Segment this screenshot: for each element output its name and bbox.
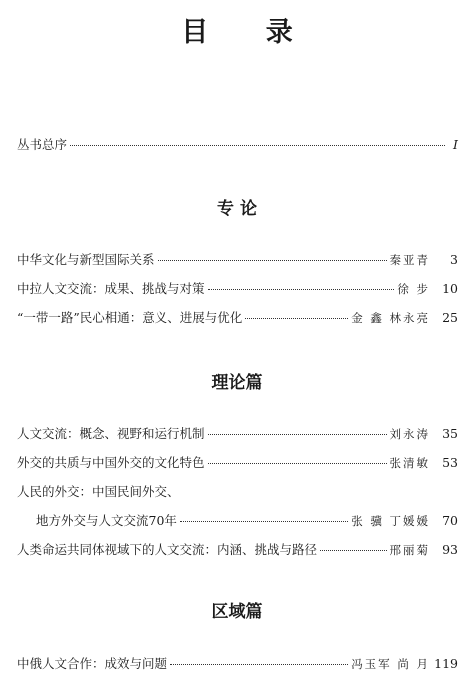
section-heading-regional: 区域篇 (211, 602, 263, 622)
toc-entry-page: 70 (442, 513, 458, 528)
dot-leader (245, 318, 348, 319)
toc-entry-title: 外交的共质与中国外交的文化特色 (17, 455, 205, 470)
toc-entry-title: 中俄人文合作：成效与问题 (17, 656, 168, 671)
toc-entry-title: 丛书总序 (17, 137, 68, 152)
toc-entry-author: 张 骥 丁媛媛 (351, 514, 430, 528)
toc-entry-page: 53 (442, 455, 458, 470)
dot-leader (320, 550, 386, 551)
toc-entry-author: 张清敏 (389, 456, 430, 470)
toc-entry-page: 93 (442, 542, 458, 557)
toc-entry-page: I (453, 137, 458, 152)
toc-entry-preface[interactable] (17, 135, 458, 153)
dot-leader (208, 434, 387, 435)
toc-entry-author: 秦亚青 (389, 253, 430, 267)
toc-entry-title: “一带一路”民心相通：意义、进展与优化 (17, 310, 243, 325)
dot-leader (70, 145, 445, 146)
toc-entry-title: 地方外交与人文交流70年 (36, 513, 177, 528)
toc-entry[interactable] (17, 654, 458, 672)
dot-leader (208, 289, 395, 290)
section-heading-theory: 理论篇 (211, 373, 263, 393)
toc-entry-page: 25 (442, 310, 458, 325)
toc-entry-title: 人类命运共同体视域下的人文交流：内涵、挑战与路径 (17, 542, 318, 557)
page-title: 目 录 (181, 17, 317, 48)
toc-entry-title: 人民的外交：中国民间外交、 (17, 484, 180, 499)
toc-entry-title: 中华文化与新型国际关系 (17, 252, 155, 267)
dot-leader (170, 664, 348, 665)
toc-entry-author: 徐 步 (397, 282, 430, 296)
toc-entry-title: 人文交流：概念、视野和运行机制 (17, 426, 205, 441)
toc-entry[interactable] (17, 540, 458, 558)
dot-leader (158, 260, 387, 261)
toc-entry-author: 金 鑫 林永亮 (351, 311, 430, 325)
toc-entry[interactable] (17, 250, 458, 268)
toc-entry-author: 邢丽菊 (389, 543, 430, 557)
toc-entry-title: 中拉人文交流：成果、挑战与对策 (17, 281, 205, 296)
toc-entry-page: 119 (434, 656, 458, 671)
toc-entry[interactable] (17, 424, 458, 442)
dot-leader (208, 463, 387, 464)
toc-entry[interactable] (17, 279, 458, 297)
toc-entry-page: 3 (450, 252, 458, 267)
toc-entry-first-line[interactable] (17, 482, 458, 500)
toc-entry-page: 10 (442, 281, 458, 296)
dot-leader (180, 521, 348, 522)
toc-entry-continued[interactable] (36, 511, 458, 529)
section-heading-special: 专 论 (217, 199, 257, 219)
toc-entry-page: 35 (442, 426, 458, 441)
toc-entry[interactable] (17, 453, 458, 471)
toc-entry-author: 冯玉军 尚 月 (351, 657, 430, 671)
toc-entry-author: 刘永涛 (389, 427, 430, 441)
toc-entry[interactable] (17, 308, 458, 326)
